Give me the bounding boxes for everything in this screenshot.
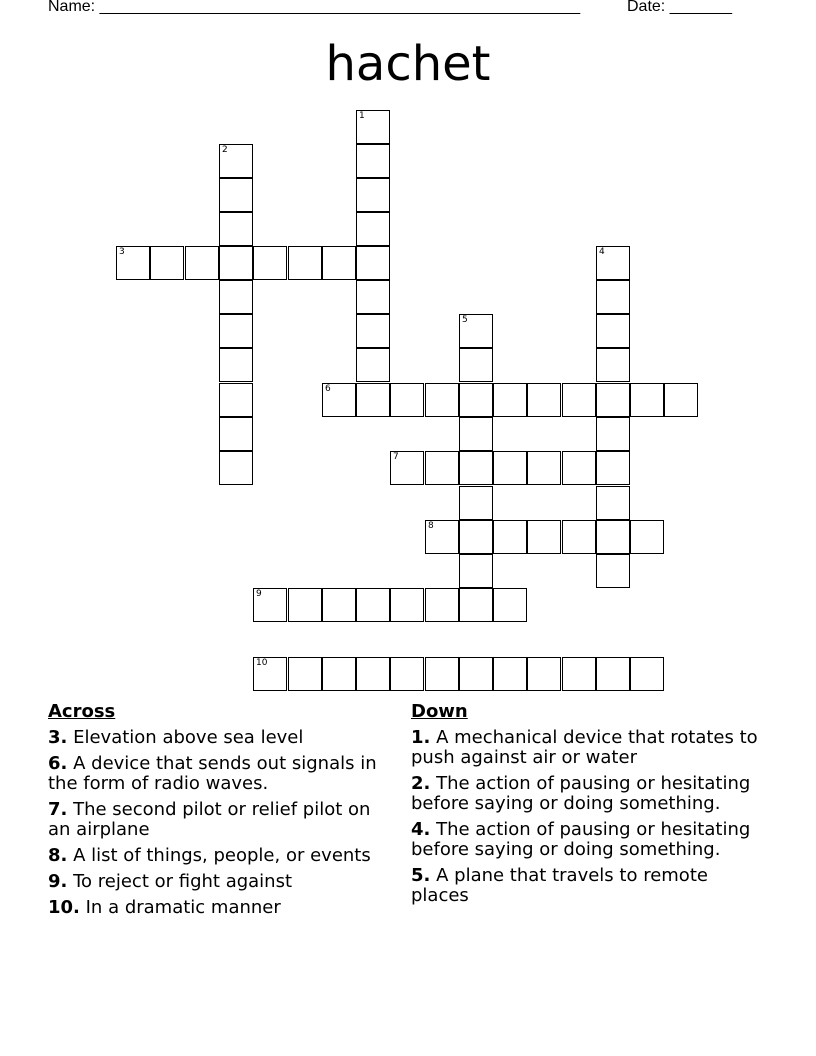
name-field[interactable]: Name: ______________________________________________________ [48, 0, 581, 15]
grid-cell[interactable] [596, 417, 630, 451]
grid-cell[interactable] [356, 280, 390, 314]
cell-number: 4 [599, 247, 605, 257]
grid-cell[interactable] [596, 383, 630, 417]
grid-cell[interactable] [356, 314, 390, 348]
grid-cell[interactable] [596, 520, 630, 554]
grid-cell[interactable] [356, 246, 390, 280]
clue-text: The second pilot or relief pilot on an airplane [48, 799, 371, 840]
clue-number: 7. [48, 799, 68, 820]
grid-cell[interactable] [356, 588, 390, 622]
grid-cell[interactable] [322, 657, 356, 691]
cell-number: 2 [222, 145, 228, 155]
across-clue [48, 846, 378, 866]
grid-cell[interactable] [288, 246, 322, 280]
grid-cell[interactable] [356, 110, 390, 144]
grid-cell[interactable] [630, 383, 664, 417]
across-clues [48, 702, 378, 924]
cell-number: 5 [462, 315, 468, 325]
clue-text: A list of things, people, or events [73, 845, 371, 866]
cell-number: 7 [393, 452, 399, 462]
grid-cell[interactable] [493, 383, 527, 417]
clue-number: 4. [411, 819, 431, 840]
clue-text: In a dramatic manner [85, 897, 281, 918]
grid-cell[interactable] [253, 657, 287, 691]
across-clue [48, 872, 378, 892]
grid-cell[interactable] [322, 588, 356, 622]
grid-cell[interactable] [322, 383, 356, 417]
grid-cell[interactable] [219, 246, 253, 280]
grid-cell[interactable] [219, 212, 253, 246]
grid-cell[interactable] [219, 144, 253, 178]
grid-cell[interactable] [596, 246, 630, 280]
grid-cell[interactable] [596, 348, 630, 382]
grid-cell[interactable] [562, 520, 596, 554]
grid-cell[interactable] [390, 383, 424, 417]
grid-cell[interactable] [356, 348, 390, 382]
grid-cell[interactable] [116, 246, 150, 280]
grid-cell[interactable] [253, 246, 287, 280]
grid-cell[interactable] [493, 657, 527, 691]
down-heading: Down [411, 701, 468, 722]
grid-cell[interactable] [356, 144, 390, 178]
grid-cell[interactable] [493, 588, 527, 622]
grid-cell[interactable] [562, 451, 596, 485]
grid-cell[interactable] [288, 657, 322, 691]
grid-cell[interactable] [150, 246, 184, 280]
across-clue [48, 898, 378, 918]
grid-cell[interactable] [596, 280, 630, 314]
clue-number: 10. [48, 897, 80, 918]
grid-cell[interactable] [493, 451, 527, 485]
grid-cell[interactable] [219, 314, 253, 348]
grid-cell[interactable] [219, 178, 253, 212]
grid-cell[interactable] [459, 417, 493, 451]
grid-cell[interactable] [390, 657, 424, 691]
clue-text: A mechanical device that rotates to push against air or water [411, 727, 758, 768]
cell-number: 3 [119, 247, 125, 257]
grid-cell[interactable] [185, 246, 219, 280]
grid-cell[interactable] [288, 588, 322, 622]
across-clue [48, 754, 378, 794]
clue-number: 1. [411, 727, 431, 748]
grid-cell[interactable] [219, 417, 253, 451]
cell-number: 6 [325, 384, 331, 394]
grid-cell[interactable] [630, 657, 664, 691]
grid-cell[interactable] [630, 520, 664, 554]
grid-cell[interactable] [596, 314, 630, 348]
grid-cell[interactable] [219, 383, 253, 417]
grid-cell[interactable] [219, 348, 253, 382]
grid-cell[interactable] [459, 383, 493, 417]
grid-cell[interactable] [527, 383, 561, 417]
down-clue [411, 774, 761, 814]
grid-cell[interactable] [356, 657, 390, 691]
clue-number: 8. [48, 845, 68, 866]
grid-cell[interactable] [596, 657, 630, 691]
grid-cell[interactable] [596, 486, 630, 520]
clue-text: A device that sends out signals in the form of radio waves. [48, 753, 377, 794]
grid-cell[interactable] [527, 520, 561, 554]
grid-cell[interactable] [219, 280, 253, 314]
grid-cell[interactable] [459, 314, 493, 348]
grid-cell[interactable] [664, 383, 698, 417]
grid-cell[interactable] [596, 451, 630, 485]
cell-number: 8 [428, 521, 434, 531]
grid-cell[interactable] [425, 588, 459, 622]
grid-cell[interactable] [356, 178, 390, 212]
down-clue [411, 728, 761, 768]
cell-number: 10 [256, 658, 268, 668]
grid-cell[interactable] [219, 451, 253, 485]
across-clue [48, 800, 378, 840]
grid-cell[interactable] [390, 588, 424, 622]
clue-number: 2. [411, 773, 431, 794]
down-clues [411, 702, 761, 912]
down-clue [411, 866, 761, 906]
clue-text: The action of pausing or hesitating before saying or doing something. [411, 819, 751, 860]
grid-cell[interactable] [459, 520, 493, 554]
grid-cell[interactable] [459, 451, 493, 485]
puzzle-title: hachet [325, 36, 491, 92]
grid-cell[interactable] [425, 383, 459, 417]
clue-text: The action of pausing or hesitating before saying or doing something. [411, 773, 751, 814]
grid-cell[interactable] [356, 383, 390, 417]
grid-cell[interactable] [527, 657, 561, 691]
grid-cell[interactable] [459, 657, 493, 691]
grid-cell[interactable] [562, 657, 596, 691]
grid-cell[interactable] [459, 554, 493, 588]
across-heading: Across [48, 701, 116, 722]
cell-number: 1 [359, 111, 365, 121]
clue-number: 5. [411, 865, 431, 886]
grid-cell[interactable] [356, 212, 390, 246]
grid-cell[interactable] [459, 348, 493, 382]
grid-cell[interactable] [425, 520, 459, 554]
date-field[interactable]: Date: _______ [627, 0, 732, 15]
grid-cell[interactable] [425, 657, 459, 691]
grid-cell[interactable] [527, 451, 561, 485]
clue-number: 6. [48, 753, 68, 774]
grid-cell[interactable] [562, 383, 596, 417]
across-clue [48, 728, 378, 748]
grid-cell[interactable] [596, 554, 630, 588]
grid-cell[interactable] [390, 451, 424, 485]
clue-number: 3. [48, 727, 68, 748]
clue-text: To reject or fight against [73, 871, 293, 892]
grid-cell[interactable] [253, 588, 287, 622]
grid-cell[interactable] [459, 588, 493, 622]
grid-cell[interactable] [322, 246, 356, 280]
grid-cell[interactable] [459, 486, 493, 520]
cell-number: 9 [256, 589, 262, 599]
clue-text: A plane that travels to remote places [411, 865, 708, 906]
grid-cell[interactable] [493, 520, 527, 554]
down-clue [411, 820, 761, 860]
grid-cell[interactable] [425, 451, 459, 485]
clue-text: Elevation above sea level [73, 727, 304, 748]
clue-number: 9. [48, 871, 68, 892]
